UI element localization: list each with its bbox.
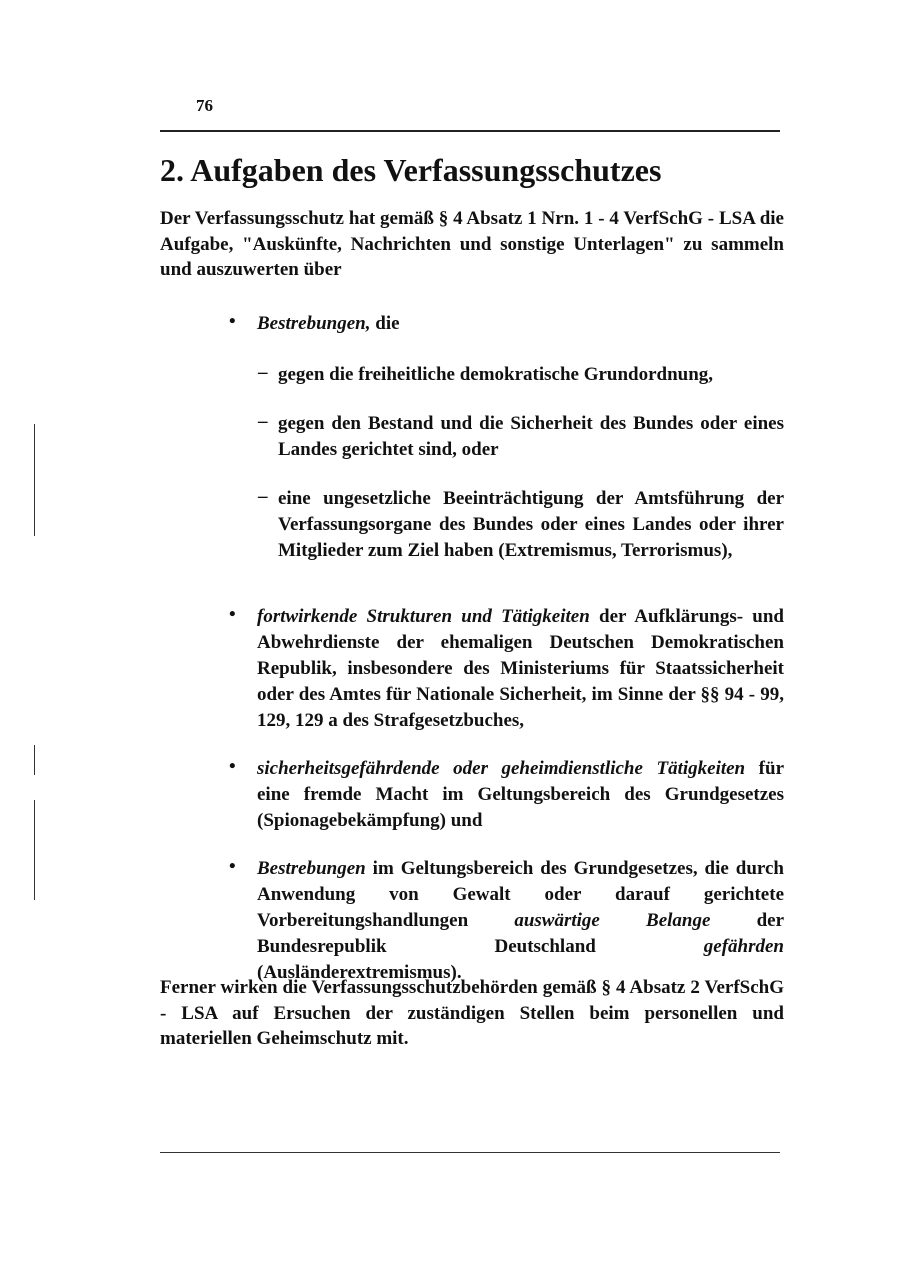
bullet-dot: • (229, 604, 236, 625)
section-heading: 2. Aufgaben des Verfassungsschutzes (160, 152, 662, 188)
bullet-item-3 (257, 756, 784, 834)
margin-mark (34, 745, 35, 775)
bullet-4-emphasis-2: auswärtige Belange (514, 910, 711, 931)
bullet-4-text-1: im Geltungsbereich des Grundgesetzes, die durch Anwendung von Gewalt oder darauf gerichtete Vorbereitungshandlungen (257, 858, 784, 931)
bullet-item-1 (257, 311, 400, 337)
bullet-dot: • (229, 311, 236, 332)
bullet-3-text: für eine fremde Macht im Geltungsbereich des Grundgesetzes (Spionagebekämpfung) und (257, 758, 785, 831)
header-rule (160, 130, 780, 132)
margin-mark (34, 800, 35, 900)
subitem-3: eine ungesetzliche Beeinträchtigung der Amtsführung der Verfassungsorgane des Bundes oder eines Landes oder ihrer Mitglieder zum Ziel haben (Extremismus, Terrorismus), (278, 488, 784, 561)
bullet-4-emphasis-1: Bestrebungen (257, 858, 366, 879)
bullet-4-text-3: (Ausländerextremismus). (257, 962, 462, 983)
bullet-dot: • (229, 856, 236, 877)
dash-marker: – (258, 362, 268, 383)
intro-paragraph: Der Verfassungsschutz hat gemäß § 4 Absatz 1 Nrn. 1 - 4 VerfSchG - LSA die Aufgabe, "Auskünfte, Nachrichten und sonstige Unterlagen" zu sammeln und auszuwerten über (160, 208, 784, 280)
bullet-item-4 (257, 856, 784, 986)
bullet-dot: • (229, 756, 236, 777)
page-number: 76 (196, 96, 213, 115)
bullet-2-text: der Aufklärungs- und Abwehrdienste der ehemaligen Deutschen Demokratischen Republik, insbesondere des Ministeriums für Staatssicherheit oder des Amtes für Nationale Sicherheit, im Sinne der §§ 94 - 99, 129, 129 a des Strafgesetzbuches, (257, 606, 784, 731)
bullet-4-text-2: der Bundesrepublik Deutschland (257, 910, 784, 957)
bullet-item-2 (257, 604, 784, 734)
subitem-2: gegen den Bestand und die Sicherheit des Bundes oder eines Landes gerichtet sind, oder (278, 413, 784, 460)
footer-rule (160, 1152, 780, 1153)
dash-marker: – (258, 486, 268, 507)
bullet-2-emphasis: fortwirkende Strukturen und Tätigkeiten (257, 606, 590, 627)
subitem-1: gegen die freiheitliche demokratische Grundordnung, (278, 364, 714, 385)
bullet-4-emphasis-3: gefährden (703, 936, 784, 957)
bullet-1-emphasis: Bestrebungen, (257, 313, 371, 334)
margin-mark (34, 424, 35, 536)
bullet-3-emphasis: sicherheitsgefährdende oder geheimdienstliche Tätigkeiten (257, 758, 746, 779)
dash-marker: – (258, 411, 268, 432)
closing-paragraph: Ferner wirken die Verfassungsschutzbehörden gemäß § 4 Absatz 2 VerfSchG - LSA auf Ersuchen der zuständigen Stellen beim personellen und materiellen Geheimschutz mit. (160, 977, 784, 1049)
bullet-1-text: die (370, 313, 400, 334)
